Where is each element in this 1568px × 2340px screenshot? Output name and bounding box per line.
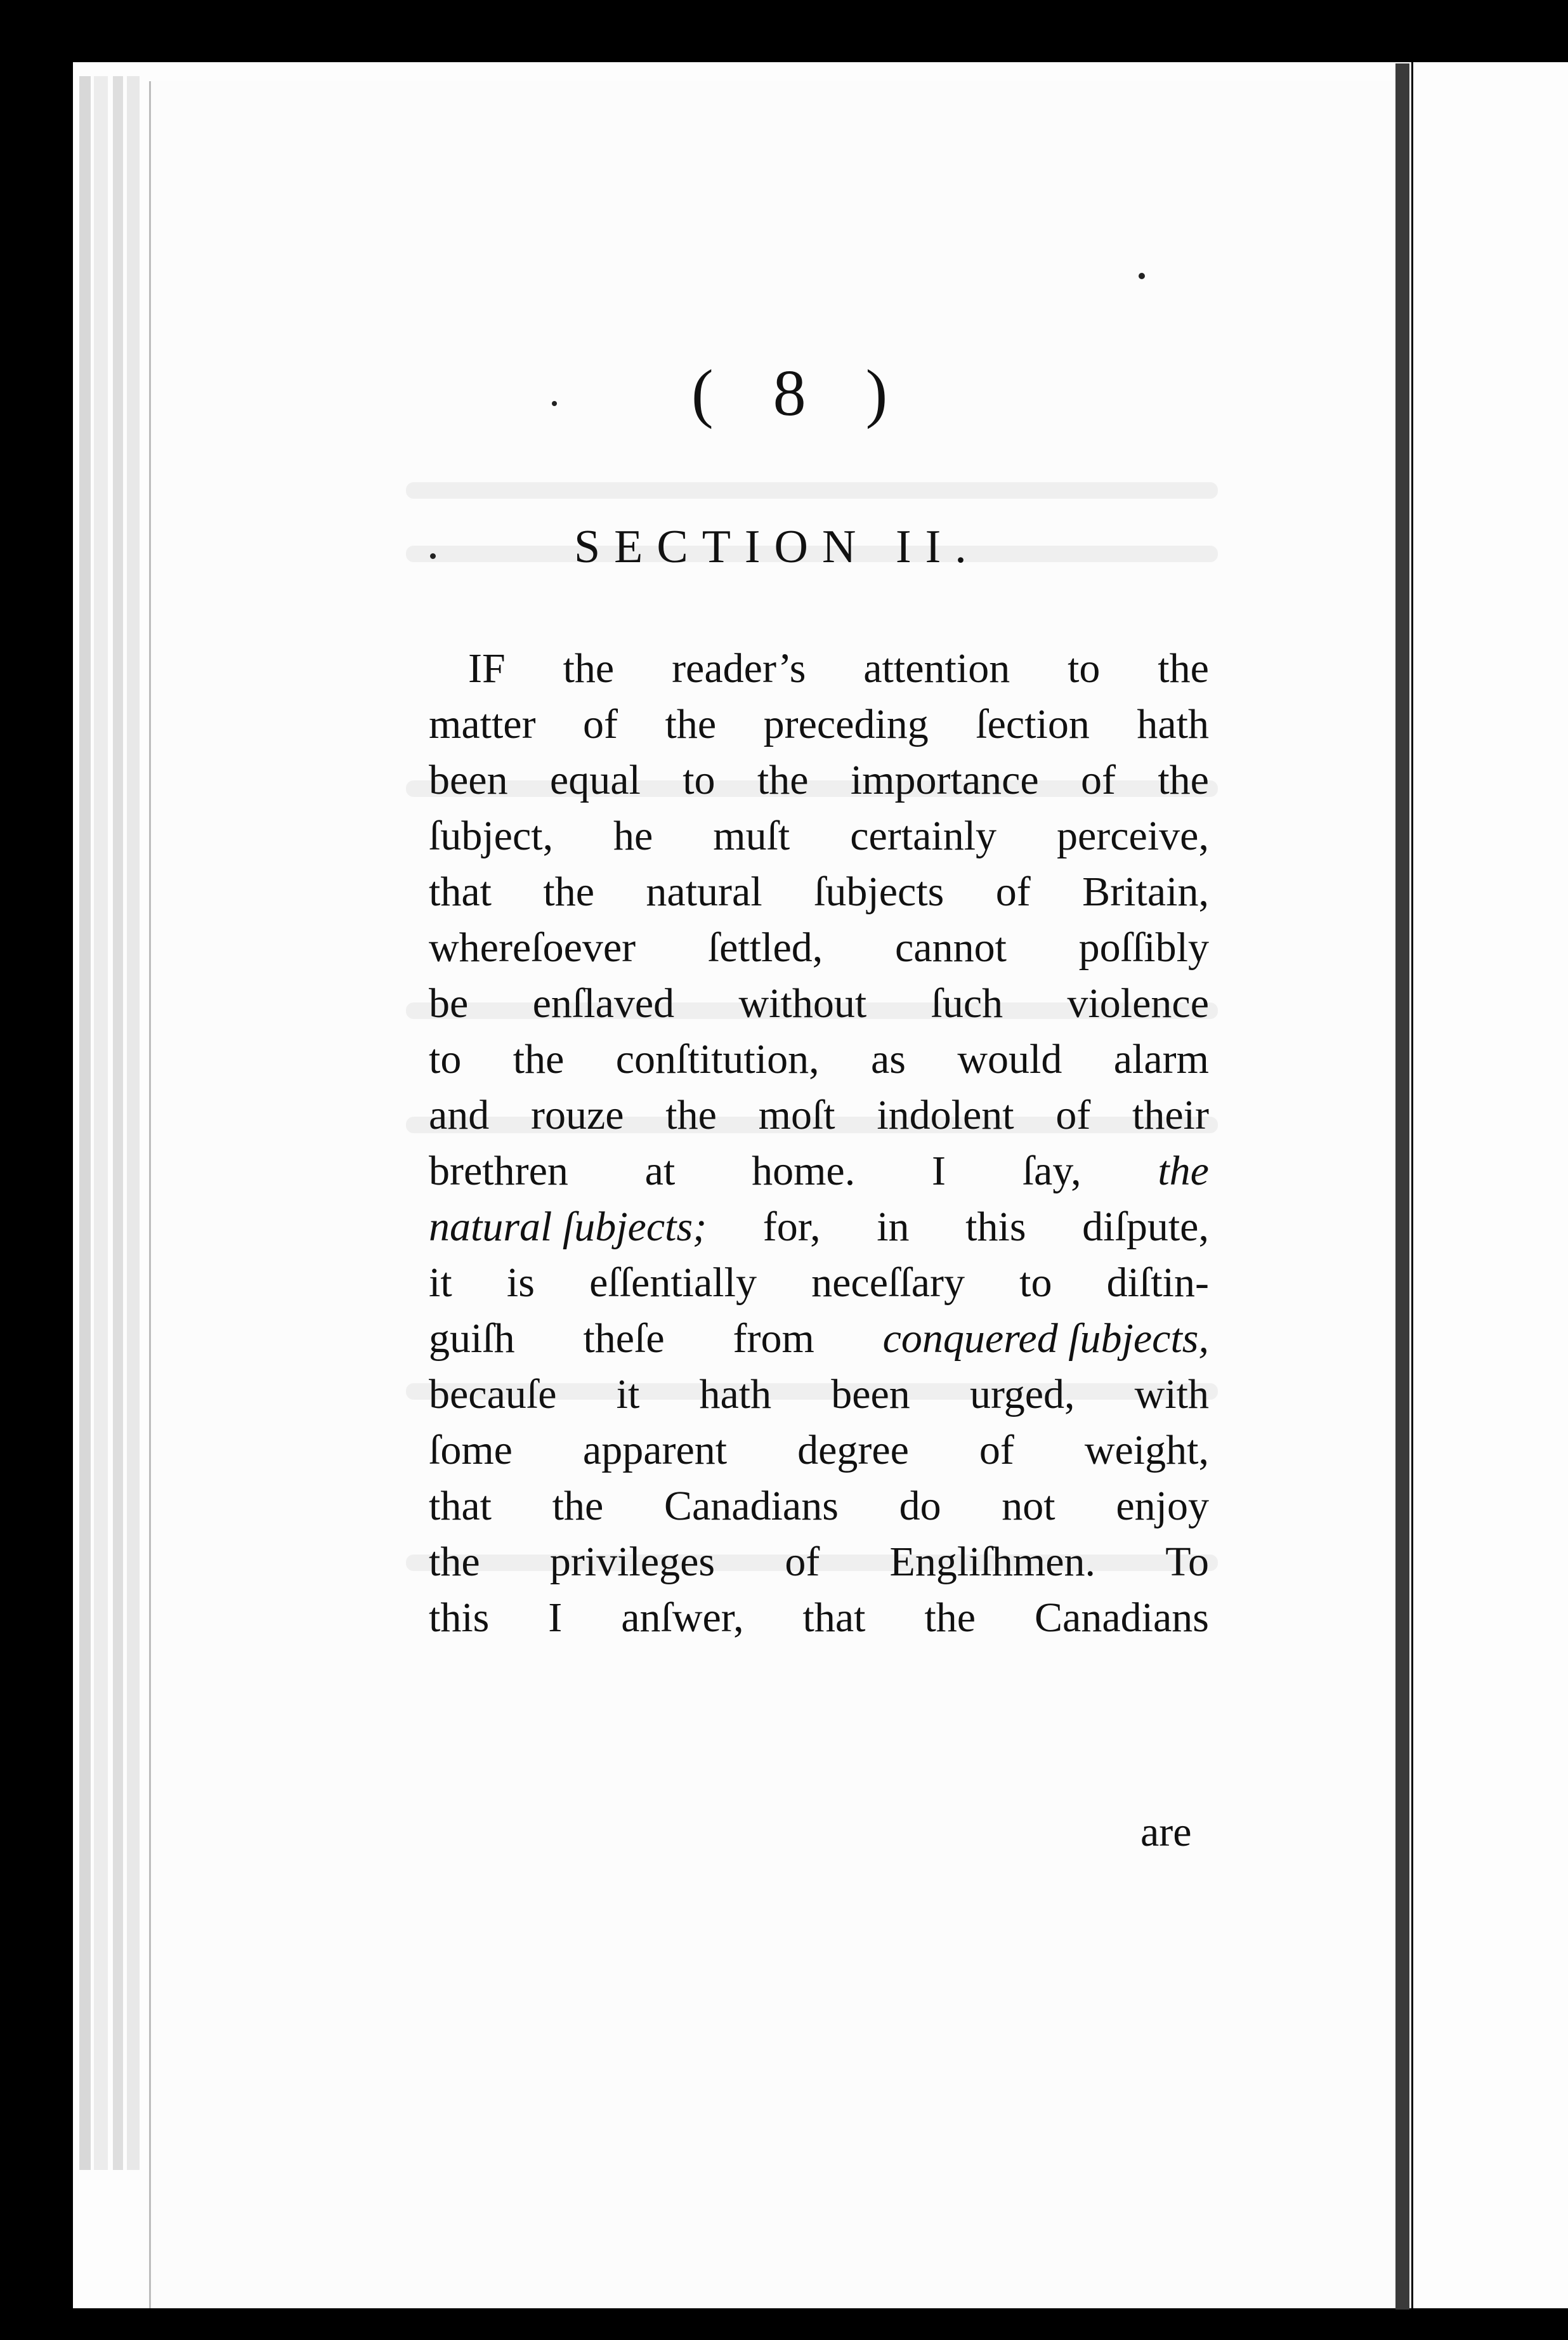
word: IF	[468, 645, 506, 692]
word: conſtitution,	[615, 1036, 820, 1082]
word: that	[429, 869, 492, 915]
word: hath	[699, 1371, 772, 1417]
word: importance	[850, 757, 1039, 803]
word: privileges	[549, 1539, 715, 1585]
page-edge-strip	[79, 76, 91, 2170]
ink-speck	[552, 401, 557, 406]
page-edge-strip	[94, 76, 108, 2170]
text-line	[429, 1534, 1209, 1590]
body-text	[429, 641, 1209, 1646]
word: Canadians	[663, 1483, 839, 1529]
word: equal	[549, 757, 641, 803]
word: and	[429, 1092, 490, 1138]
word: weight,	[1084, 1427, 1209, 1473]
word: the	[924, 1594, 976, 1641]
word: the	[1158, 645, 1209, 692]
text-line	[429, 976, 1209, 1032]
word: without	[738, 980, 867, 1027]
word: not	[1002, 1483, 1055, 1529]
word: been	[429, 757, 508, 803]
word: To	[1165, 1539, 1209, 1585]
word: enſlaved	[532, 980, 675, 1027]
word: the	[1158, 1148, 1209, 1194]
text-line	[429, 697, 1209, 753]
text-line	[429, 1088, 1209, 1143]
word: to	[429, 1036, 462, 1082]
word: ſay,	[1022, 1148, 1081, 1194]
word: moſt	[758, 1092, 835, 1138]
text-line	[429, 1255, 1209, 1311]
word: urged,	[969, 1371, 1075, 1417]
word: be	[429, 980, 469, 1027]
word: Engliſhmen.	[889, 1539, 1096, 1585]
text-line	[429, 641, 1209, 697]
word: diſpute,	[1082, 1204, 1209, 1250]
word: ſection	[976, 701, 1090, 747]
word: of	[1081, 757, 1116, 803]
word: their	[1132, 1092, 1209, 1138]
text-line	[429, 753, 1209, 808]
section-heading: SECTION II.	[574, 521, 981, 573]
text-line	[429, 920, 1209, 976]
word: that	[802, 1594, 866, 1641]
text-line	[429, 1590, 1209, 1646]
word: with	[1134, 1371, 1209, 1417]
word: the	[513, 1036, 565, 1082]
word: poſſibly	[1078, 924, 1209, 971]
word: muſt	[713, 813, 790, 859]
word: guiſh	[429, 1315, 515, 1362]
word: I	[931, 1148, 946, 1194]
word: enjoy	[1116, 1483, 1209, 1529]
word: ſettled,	[707, 924, 823, 971]
word: the	[429, 1539, 480, 1585]
word: it	[616, 1371, 640, 1417]
word: the	[552, 1483, 604, 1529]
book-gutter	[1395, 63, 1409, 2310]
word: he	[613, 813, 653, 859]
word: cannot	[894, 924, 1007, 971]
page-edge-strip	[127, 76, 140, 2170]
word: of	[1055, 1092, 1091, 1138]
word: perceive,	[1056, 813, 1209, 859]
text-line	[429, 808, 1209, 864]
word: of	[785, 1539, 820, 1585]
word: the	[757, 757, 809, 803]
word: indolent	[877, 1092, 1014, 1138]
word: reader’s	[672, 645, 806, 692]
word: been	[831, 1371, 910, 1417]
ink-speck	[430, 553, 436, 559]
word: ſubject,	[429, 813, 554, 859]
page-edge-strip	[113, 76, 123, 2170]
word: preceding	[763, 701, 929, 747]
text-line	[429, 1143, 1209, 1199]
word: the	[543, 869, 595, 915]
word: of	[583, 701, 618, 747]
text-line	[429, 1367, 1209, 1423]
word: the	[563, 645, 615, 692]
word: the	[1158, 757, 1209, 803]
text-line	[429, 1311, 1209, 1367]
word: conquered ſubjects,	[882, 1315, 1209, 1362]
word: from	[733, 1315, 814, 1362]
word: natural	[646, 869, 762, 915]
word: of	[995, 869, 1031, 915]
word: hath	[1137, 701, 1209, 747]
word: to	[683, 757, 715, 803]
word: theſe	[583, 1315, 665, 1362]
word: diſtin-	[1106, 1259, 1209, 1306]
word: to	[1019, 1259, 1052, 1306]
word: do	[899, 1483, 941, 1529]
catchword: are	[1140, 1809, 1192, 1855]
word: alarm	[1113, 1036, 1209, 1082]
text-line	[429, 1423, 1209, 1478]
word: at	[644, 1148, 676, 1194]
text-line	[429, 864, 1209, 920]
word: attention	[863, 645, 1010, 692]
word: becauſe	[429, 1371, 557, 1417]
word: of	[979, 1427, 1014, 1473]
word: anſwer,	[621, 1594, 744, 1641]
text-line	[429, 1199, 1209, 1255]
word: to	[1068, 645, 1101, 692]
word: would	[957, 1036, 1062, 1082]
text-line	[429, 1032, 1209, 1088]
facing-page-edge	[1413, 62, 1568, 2308]
word: apparent	[582, 1427, 728, 1473]
word: this	[429, 1594, 490, 1641]
word: ſubjects	[814, 869, 944, 915]
ink-speck	[1139, 273, 1145, 279]
word: home.	[752, 1148, 856, 1194]
word: I	[548, 1594, 563, 1641]
word: the	[665, 701, 717, 747]
word: rouze	[531, 1092, 624, 1138]
word: certainly	[850, 813, 997, 859]
word: Britain,	[1082, 869, 1209, 915]
word: is	[506, 1259, 535, 1306]
word: it	[429, 1259, 452, 1306]
word: the	[665, 1092, 717, 1138]
show-through	[406, 482, 1218, 499]
word: for,	[762, 1204, 821, 1250]
word: ſuch	[931, 980, 1003, 1027]
word: that	[429, 1483, 492, 1529]
word: neceſſary	[811, 1259, 965, 1306]
text-line	[429, 1478, 1209, 1534]
word: degree	[797, 1427, 909, 1473]
page-number: ( 8 )	[691, 357, 910, 430]
word: whereſoever	[429, 924, 636, 971]
word: matter	[429, 701, 536, 747]
word: ſome	[429, 1427, 513, 1473]
word: brethren	[429, 1148, 568, 1194]
word: Canadians	[1035, 1594, 1209, 1641]
word: violence	[1067, 980, 1209, 1027]
word: in	[877, 1204, 910, 1250]
word: eſſentially	[589, 1259, 757, 1306]
word: this	[965, 1204, 1026, 1250]
word: natural ſubjects;	[429, 1204, 707, 1250]
word: as	[870, 1036, 906, 1082]
